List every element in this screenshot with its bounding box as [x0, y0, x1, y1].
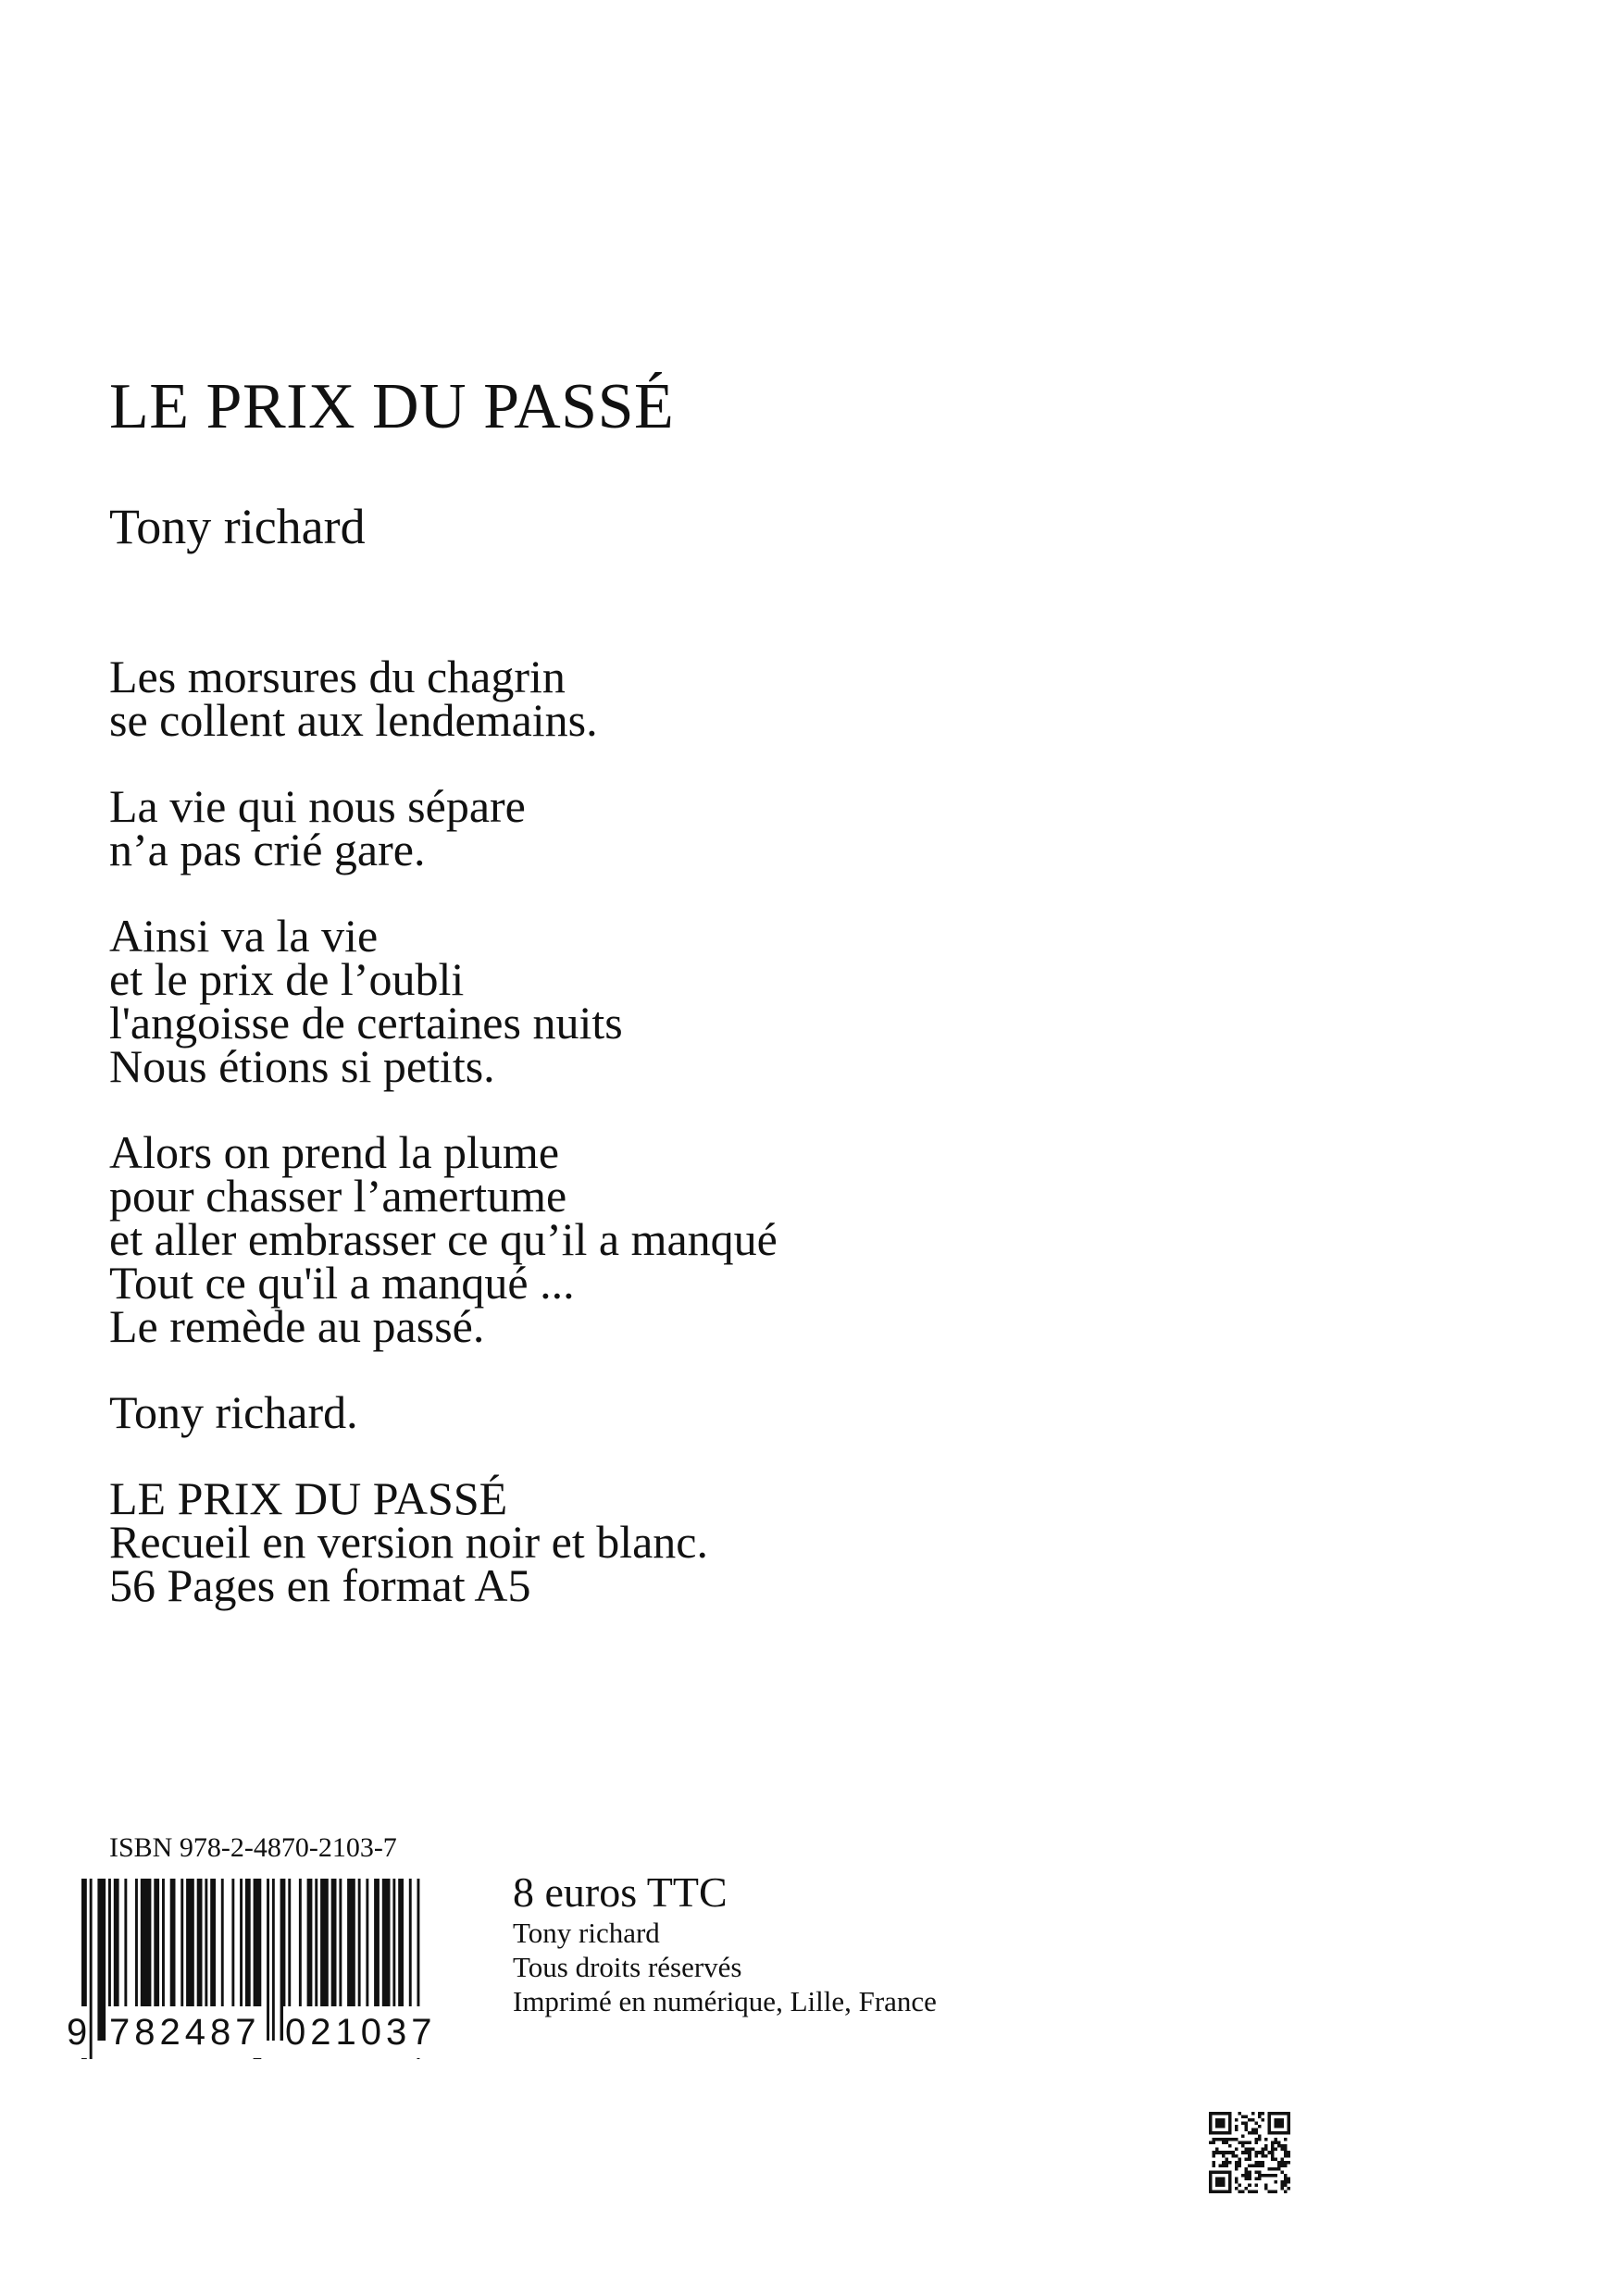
stanza-3 [109, 910, 1220, 1092]
barcode-digits [65, 2006, 454, 2058]
rights-notice: Tous droits réservés [513, 1951, 742, 1983]
book-author: Tony richard [109, 499, 366, 554]
barcode-digits-right: 021037 [283, 2006, 438, 2058]
poem [109, 651, 1220, 1611]
publisher-name: Tony richard [513, 1917, 660, 1949]
poem-line: l'angoisse de certaines nuits [109, 997, 623, 1049]
poem-line: et aller embrasser ce qu’il a manqué [109, 1213, 778, 1265]
poem-line: Alors on prend la plume [109, 1126, 560, 1178]
poem-line: Le remède au passé. [109, 1300, 485, 1352]
poem-signature: Tony richard. [109, 1386, 358, 1438]
poem-line: Les morsures du chagrin [109, 651, 566, 702]
printing-notice: Imprimé en numérique, Lille, France [513, 1985, 937, 2017]
barcode-digit-first: 9 [65, 2006, 89, 2058]
poem-line: Nous étions si petits. [109, 1040, 495, 1092]
barcode-digits-left: 782487 [107, 2006, 262, 2058]
poem-line: et le prix de l’oubli [109, 953, 465, 1005]
poem-line: pour chasser l’amertume [109, 1170, 567, 1222]
poem-line: Ainsi va la vie [109, 910, 379, 962]
publisher-meta [513, 1916, 937, 2018]
book-title: LE PRIX DU PASSÉ [109, 371, 675, 442]
poem-line: n’a pas crié gare. [109, 824, 426, 875]
qr-code-icon [1209, 2112, 1290, 2193]
info-title: LE PRIX DU PASSÉ [109, 1472, 508, 1524]
price: 8 euros TTC [513, 1868, 728, 1916]
stanza-2 [109, 780, 1220, 875]
poem-line: Tout ce qu'il a manqué ... [109, 1257, 575, 1309]
isbn-label: ISBN 978-2-4870-2103-7 [109, 1832, 397, 1863]
poem-line: se collent aux lendemains. [109, 694, 598, 746]
stanza-4 [109, 1126, 1220, 1352]
stanza-1 [109, 651, 1220, 746]
poem-line: La vie qui nous sépare [109, 780, 526, 832]
info-format: 56 Pages en format A5 [109, 1559, 531, 1611]
book-info [109, 1472, 1220, 1611]
info-edition: Recueil en version noir et blanc. [109, 1516, 708, 1568]
